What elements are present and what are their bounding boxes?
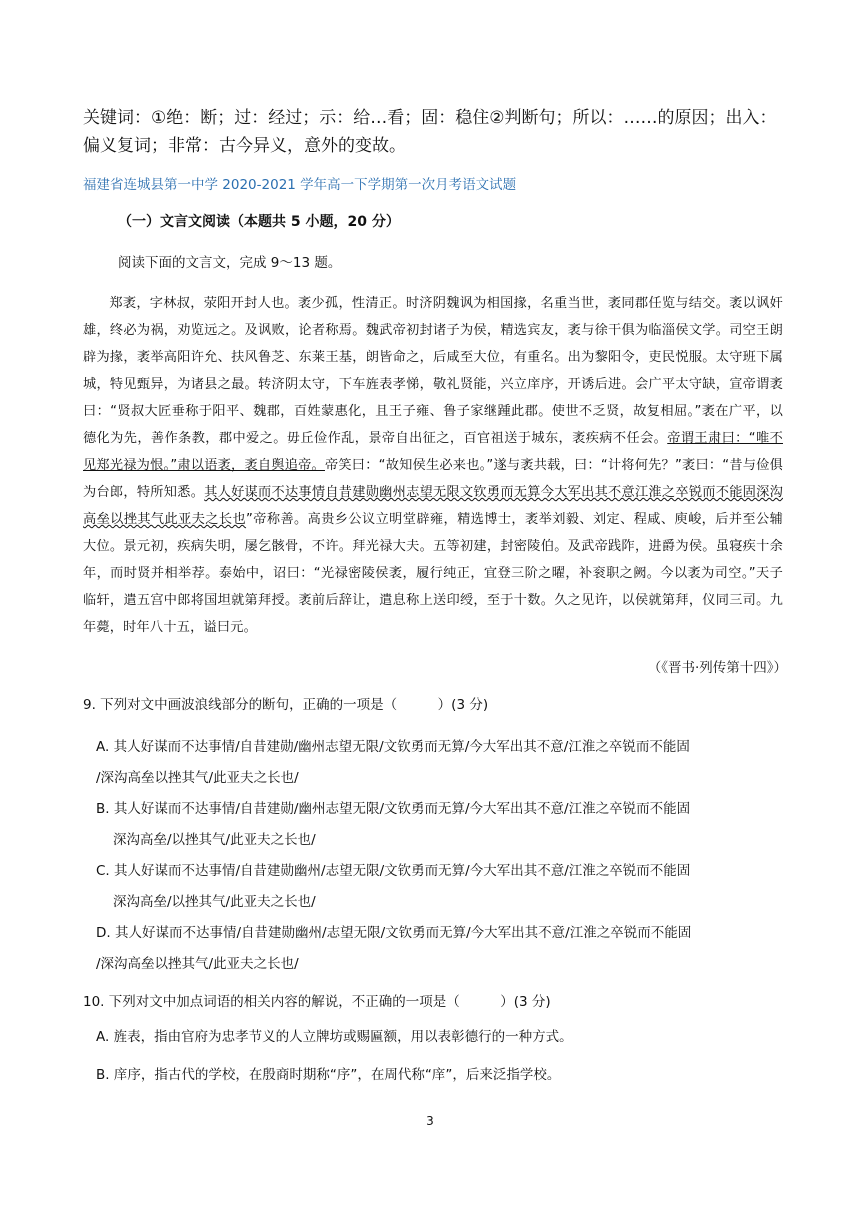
page-number: 3 bbox=[426, 1114, 434, 1128]
passage-text-end: ”帝称善。高贵乡公议立明堂辟雍，精选博士，袤举刘毅、刘定、程咸、庾峻，后并至公辅大位。景元初，疾病失明，屡乞骸骨，不许。拜光禄大夫。五等初建，封密陵伯。及武帝践阼，进爵为侯。虽寝疾十余年，而时贤并相举荐。泰始中，诏曰：“光禄密陵侯袤，履行纯正，宜登三阶之曜，补衮职之阙。今以袤为司空。”天子临轩，遣五宫中郎将国坦就第拜授。袤前后辞让，遣息称上送印绶，至于十数。久之见许，以侯就第拜，仪同三司。九年薨，时年八十五，谥曰元。 bbox=[83, 512, 783, 635]
citation: （《晋书·列传第十四》） bbox=[647, 660, 787, 676]
question-10-stem: 10. 下列对文中加点词语的相关内容的解说，不正确的一项是（ ）(3 分) bbox=[83, 994, 551, 1010]
question-10-option-a: A. 旌表，指由官府为忠孝节义的人立牌坊或赐匾额，用以表彰德行的一种方式。 bbox=[96, 1029, 573, 1045]
section-heading: （一）文言文阅读（本题共 5 小题，20 分） bbox=[118, 214, 400, 230]
question-9-option-c: C. 其人好谋而不达事情/自昔建勋幽州/志望无限/文钦勇而无算/今大军出其不意/江淮之卒锐而不能固 深沟高垒/以挫其气/此亚夫之长也/ bbox=[96, 863, 691, 910]
question-9-option-b: B. 其人好谋而不达事情/自昔建勋/幽州志望无限/文钦勇而无算/今大军出其不意/江淮之卒锐而不能固 深沟高垒/以挫其气/此亚夫之长也/ bbox=[96, 801, 691, 848]
question-10-option-b: B. 庠序，指古代的学校，在殷商时期称“序”，在周代称“庠”，后来泛指学校。 bbox=[96, 1067, 561, 1083]
underlined-text: 帝谓王肃曰：“唯不见郑光禄为恨。”肃以语袤，袤自舆追帝。 bbox=[83, 431, 783, 473]
wavy-underlined-text: 其人好谋而不达事情自昔建勋幽州志望无限文钦勇而无算今大军出其不意江淮之卒锐而不能固深沟高垒以挫其气此亚夫之长也 bbox=[83, 485, 783, 527]
question-9-option-d: D. 其人好谋而不达事情/自昔建勋幽州/志望无限/文钦勇而无算/今大军出其不意/江淮之卒锐而不能固 /深沟高垒以挫其气/此亚夫之长也/ bbox=[96, 925, 692, 972]
passage-text: 郑袤，字林叔，荥阳开封人也。袤少孤，性清正。时济阴魏讽为相国掾，名重当世，袤同郡任览与结交。袤以讽奸雄，终必为祸，劝览远之。及讽败，论者称焉。魏武帝初封诸子为侯，精选宾友，袤与徐干俱为临淄侯文学。司空王朗辟为掾，袤举高阳许允、扶风鲁芝、东莱王基，朗皆命之，后咸至大位，有重名。出为黎阳令，吏民悦服。太守班下属城，特见甄异，为诸县之最。转济阴太守，下车旌表孝悌，敬礼贤能，兴立庠序，开诱后进。会广平太守缺，宣帝谓袤曰：“贤叔大匠垂称于阳平、魏郡，百姓蒙惠化，且王子雍、鲁子家继踵此郡。使世不乏贤，故复相屈。”袤在广平，以德化为先，善作条教，郡中爱之。毋丘俭作乱，景帝自出征之，百官祖送于城东，袤疾病不任会。 bbox=[83, 296, 783, 446]
question-9-stem: 9. 下列对文中画波浪线部分的断句，正确的一项是（ ）(3 分) bbox=[83, 697, 489, 713]
source-title: 福建省连城县第一中学 2020-2021 学年高一下学期第一次月考语文试题 bbox=[83, 177, 517, 193]
instruction: 阅读下面的文言文，完成 9～13 题。 bbox=[118, 255, 342, 271]
passage-text-cont: 帝笑曰：“故知侯生必来也。”遂与袤共载，曰：“计将何先？”袤曰：“昔与俭俱为台郎，特所知悉。 bbox=[83, 458, 783, 500]
classical-passage bbox=[83, 290, 783, 641]
keywords-note: 关键词：①绝：断；过：经过；示：给…看；固：稳住②判断句；所以：……的原因；出入：偏义复词；非常：古今异义，意外的变故。 bbox=[83, 108, 777, 156]
question-9-option-a: A. 其人好谋而不达事情/自昔建勋/幽州志望无限/文钦勇而无算/今大军出其不意/江淮之卒锐而不能固 /深沟高垒以挫其气/此亚夫之长也/ bbox=[96, 739, 690, 786]
